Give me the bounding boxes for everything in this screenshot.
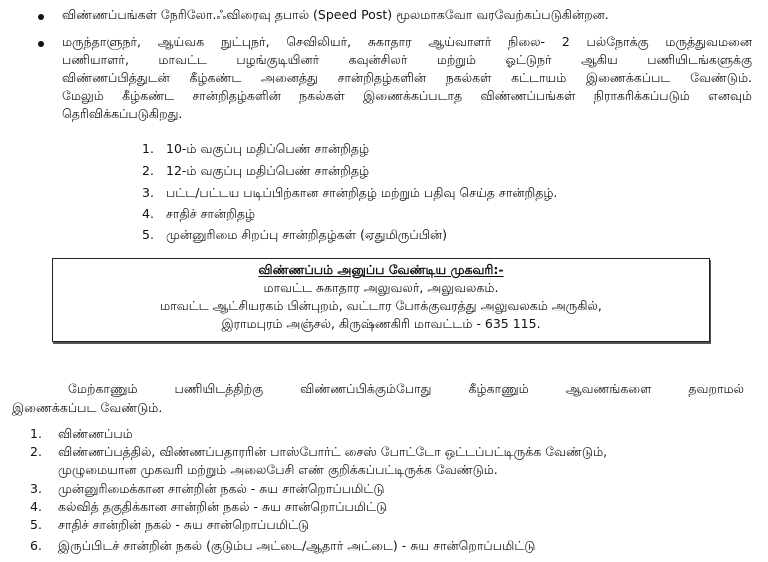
list-item xyxy=(30,443,607,460)
bullet-marker xyxy=(38,41,44,47)
list-item xyxy=(30,516,309,533)
bullet-text-line: மருந்தாளுநர், ஆய்வக நுட்புநர், செவிலியர், சுகாதார ஆய்வாளர் நிலை- 2 பல்நோக்கு மருத்துவமனை xyxy=(62,34,752,49)
list-item xyxy=(30,537,535,554)
list-item-text: 12-ம் வகுப்பு மதிப்பெண் சான்றிதழ் xyxy=(166,163,370,178)
list-item xyxy=(142,162,369,179)
bullet-marker xyxy=(38,14,44,20)
list-item-text: சாதிச் சான்றிதழ் xyxy=(166,206,256,221)
list-item xyxy=(142,184,557,201)
address-box xyxy=(52,258,710,342)
address-line: இராமபுரம் அஞ்சல், கிருஷ்ணகிரி மாவட்டம் - 635 115. xyxy=(221,316,541,331)
list-item-text: 10-ம் வகுப்பு மதிப்பெண் சான்றிதழ் xyxy=(166,141,370,156)
list-number: 4. xyxy=(142,206,154,221)
bullet-text-line: தெரிவிக்கப்படுகிறது. xyxy=(62,106,183,121)
list-item-text: முன்னுரிமைக்கான சான்றின் நகல் - சுய சான்றொப்பமிட்டு xyxy=(58,481,385,496)
instruction-line: மேற்காணும் பணியிடத்திற்கு விண்ணப்பிக்கும்போது கீழ்காணும் ஆவணங்களை தவறாமல் xyxy=(68,381,744,396)
list-item xyxy=(30,498,387,515)
bullet-text-line: விண்ணப்பித்துடன் கீழ்கண்ட அனைத்து சான்றிதழ்களின் நகல்கள் கட்டாயம் இணைக்கப்பட வேண்டும். xyxy=(62,70,752,85)
instruction-line: இணைக்கப்பட வேண்டும். xyxy=(12,400,163,415)
list-item xyxy=(30,425,133,442)
list-number: 1. xyxy=(142,141,154,156)
address-line: மாவட்ட ஆட்சியரகம் பின்புறம், வட்டார போக்குவரத்து அலுவலகம் அருகில், xyxy=(160,298,602,313)
list-number: 6. xyxy=(30,538,42,553)
list-item xyxy=(30,480,384,497)
list-item-text: கல்வித் தகுதிக்கான சான்றின் நகல் - சுய சான்றொப்பமிட்டு xyxy=(58,499,388,514)
list-item-text: விண்ணப்பம் xyxy=(58,426,133,441)
bullet-text: விண்ணப்பங்கள் நேரிலோ.ஃவிரைவு தபால் (Speed Post) மூலமாகவோ வரவேற்கப்படுகின்றன. xyxy=(62,7,609,22)
list-number: 2. xyxy=(30,444,42,459)
list-item-text: விண்ணப்பத்தில், விண்ணப்பதாரரின் பாஸ்போர்ட் சைஸ் போட்டோ ஒட்டப்பட்டிருக்க வேண்டும், xyxy=(58,444,608,459)
list-number: 5. xyxy=(30,517,42,532)
list-item xyxy=(142,205,255,222)
list-item-text: இருப்பிடச் சான்றின் நகல் (குடும்ப அட்டை/ஆதார் அட்டை) - சுய சான்றொப்பமிட்டு xyxy=(58,538,536,553)
bullet-text-line: பணியாளர், மாவட்ட பழங்குடியினர் கவுன்சிலர் மற்றும் ஓட்டுநர் ஆகிய பணியிடங்களுக்கு xyxy=(62,52,752,67)
list-number: 3. xyxy=(142,185,154,200)
list-item xyxy=(142,226,447,243)
list-item xyxy=(142,140,369,157)
address-heading: விண்ணப்பம் அனுப்ப வேண்டிய முகவரி:- xyxy=(258,262,504,277)
list-item-text: முன்னுரிமை சிறப்பு சான்றிதழ்கள் (ஏதுமிருப்பின்) xyxy=(166,227,448,242)
list-number: 4. xyxy=(30,499,42,514)
list-number: 3. xyxy=(30,481,42,496)
list-item-text: பட்ட/பட்டய படிப்பிற்கான சான்றிதழ் மற்றும் பதிவு செய்த சான்றிதழ். xyxy=(166,185,558,200)
list-number: 5. xyxy=(142,227,154,242)
bullet-text-line: மேலும் கீழ்கண்ட சான்றிதழ்களின் நகல்கள் இணைக்கப்படாத விண்ணப்பங்கள் நிராகரிக்கப்படும் எனவும் xyxy=(62,88,752,103)
list-item-continuation: முழுமையான முகவரி மற்றும் அலைபேசி எண் குறிக்கப்பட்டிருக்க வேண்டும். xyxy=(58,462,498,477)
list-number: 2. xyxy=(142,163,154,178)
list-number: 1. xyxy=(30,426,42,441)
address-line: மாவட்ட சுகாதார அலுவலர், அலுவலகம். xyxy=(263,280,499,295)
list-item-text: சாதிச் சான்றின் நகல் - சுய சான்றொப்பமிட்டு xyxy=(58,517,310,532)
